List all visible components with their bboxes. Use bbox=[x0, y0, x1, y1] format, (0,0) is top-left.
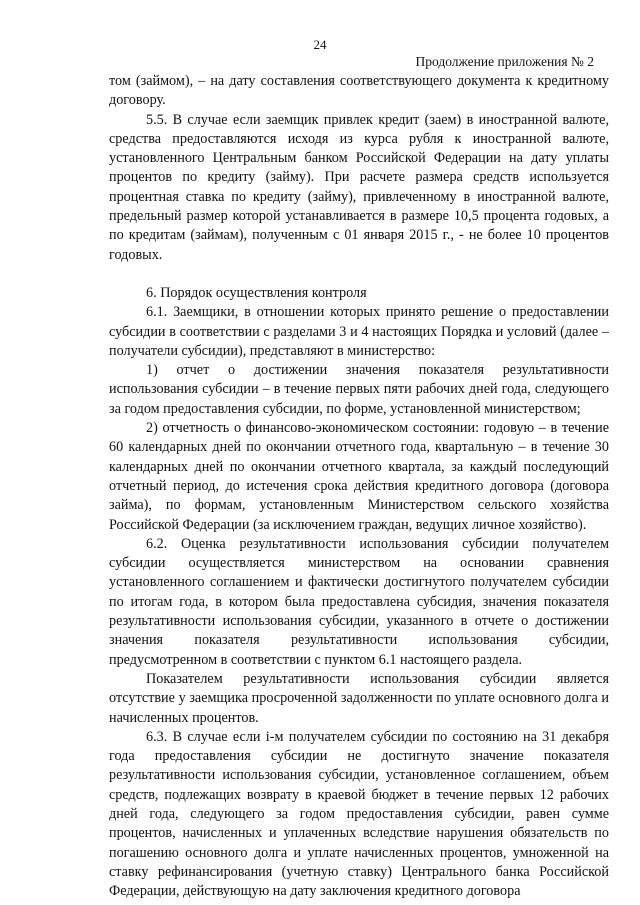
paragraph-6-1-item-2: 2) отчетность о финансово-экономическом состоянии: годовую – в течение 60 календарных дней по окончании отчетного года, квартальную – в течение 30 календарных дней по окончании отчетного квартала, за каждый последующий отчетный период, до истечения срока действия кредитного договора (договора займа), по формам, установленным Министерством сельского хозяйства Российской Федерации (за исключением граждан, ведущих личное хозяйство). bbox=[109, 420, 609, 533]
appendix-note: Продолжение приложения № 2 bbox=[415, 54, 594, 69]
paragraph-6-1: 6.1. Заемщики, в отношении которых принято решение о предоставлении субсидии в соответствии с разделами 3 и 4 настоящих Порядка и условий (далее – получатели субсидии), представляют в министерство: bbox=[109, 304, 609, 359]
section-heading: 6. Порядок осуществления контроля bbox=[146, 284, 367, 301]
paragraph-continuation: том (займом), – на дату составления соответствующего документа к кредитному договору. bbox=[109, 73, 609, 109]
paragraph-6-1-item-1: 1) отчет о достижении значения показателя результативности использования субсидии – в течение первых пяти рабочих дней года, следующего за годом предоставления субсидии, по форме, установленной министерством; bbox=[109, 362, 609, 417]
page-number: 24 bbox=[313, 37, 327, 52]
paragraph-indicator: Показателем результативности использования субсидии является отсутствие у заемщика просроченной задолженности по уплате основного долга и начисленных процентов. bbox=[109, 670, 609, 726]
document-body bbox=[109, 72, 609, 901]
paragraph-5-5: 5.5. В случае если заемщик привлек кредит (заем) в иностранной валюте, средства предоставляются исходя из курса рубля к иностранной валюте, установленного Центральным банком Российской Федерации на дату уплаты процентов по кредиту (займу). При расчете размера средств используется процентная ставка по кредиту (займу), привлеченному в иностранной валюте, предельный размер которой устанавливается в размере 10,5 процента годовых, а по кредитам (займам), полученным с 01 января 2015 г., - не более 10 процентов годовых. bbox=[109, 111, 609, 263]
paragraph-6-2: 6.2. Оценка результативности использования субсидии получателем субсидии осуществляется министерством на основании сравнения установленного соглашением и фактически достигнутого получателем субсидии по итогам года, в котором была предоставлена субсидия, значения показателя результативности использования субсидии, указанного в отчете о достижении значения показателя результативности использования субсидии, предусмотренном в соответствии с пунктом 6.1 настоящего раздела. bbox=[109, 535, 609, 668]
paragraph-6-3: 6.3. В случае если i-м получателем субсидии по состоянию на 31 декабря года предоставления субсидии не достигнуто значение показателя результативности использования субсидии, установленное соглашением, объем средств, подлежащих возврату в краевой бюджет в течение первых 12 рабочих дней года, следующего за годом предоставления субсидии, равен сумме процентов, начисленных и уплаченных вследствие нарушения обязательств по погашению основного долга и уплате начисленных процентов, умноженной на ставку рефинансирования (учетную ставку) Центрального банка Российской Федерации, действующую на дату заключения кредитного договора bbox=[109, 728, 609, 900]
